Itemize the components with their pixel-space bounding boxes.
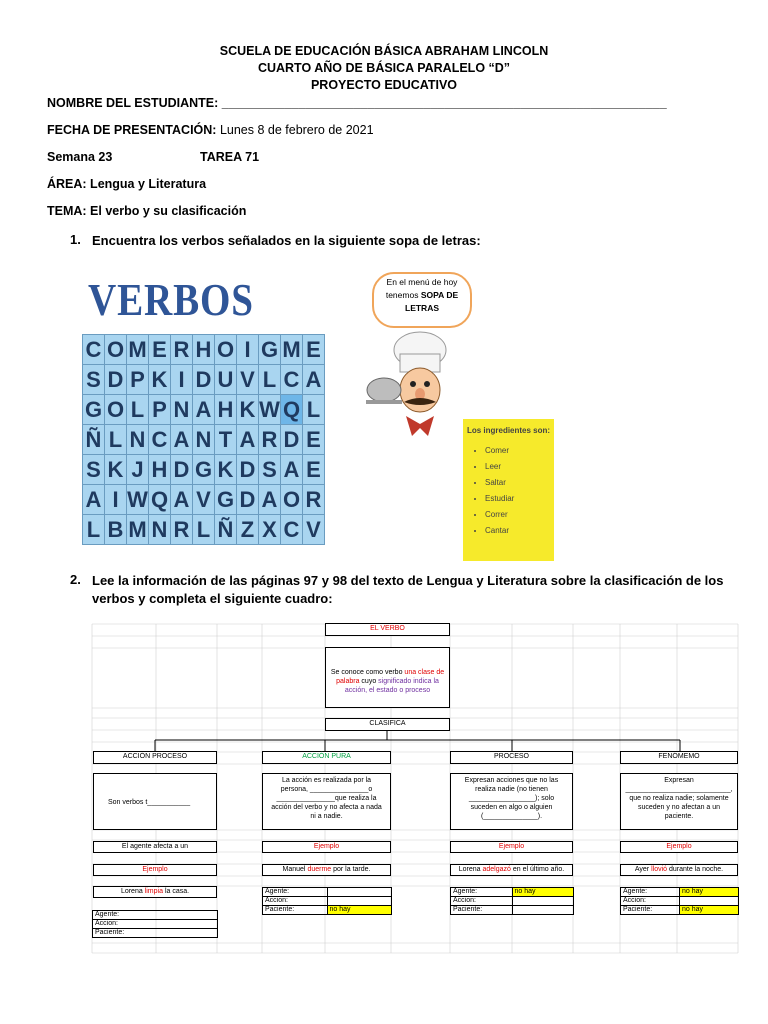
task-label: TAREA 71 (200, 150, 260, 164)
analysis-row (93, 929, 218, 938)
analysis-row (451, 906, 574, 915)
def-text: Se conoce como verbo (330, 669, 403, 676)
example-subject: Lorena (458, 866, 481, 873)
grid-letter: Q (149, 485, 171, 515)
grid-letter: D (193, 365, 215, 395)
grid-letter: O (281, 485, 303, 515)
grid-letter: P (149, 395, 171, 425)
grid-letter: E (149, 335, 171, 365)
question-text: Encuentra los verbos señalados en la siguiente sopa de letras: (92, 233, 481, 248)
category-accion-pura: ACCIÓN PURA (262, 751, 391, 764)
theme-label: TEMA: El verbo y su clasificación (47, 204, 247, 218)
note-accion-proceso: El agente afecta a un (93, 841, 217, 853)
bubble-text: tenemos (385, 290, 419, 300)
example-rest: por la tarde. (333, 866, 371, 873)
grid-letter: S (83, 455, 105, 485)
grid-letter: C (83, 335, 105, 365)
analysis-row (93, 911, 218, 920)
example-verb: limpia (144, 888, 163, 895)
grid-letter: G (215, 485, 237, 515)
grid-letter: N (127, 425, 149, 455)
grid-letter: M (127, 515, 149, 545)
example-fenomeno (620, 864, 738, 876)
student-name-field: NOMBRE DEL ESTUDIANTE: ________________________________________________________________ (47, 96, 667, 110)
grid-letter: N (193, 425, 215, 455)
grid-letter: D (237, 485, 259, 515)
category-accion-proceso: ACCIÓN PROCESO (93, 751, 217, 764)
example-accion-pura (262, 864, 391, 876)
analysis-row (93, 920, 218, 929)
ingredient-item: • Estudiar (485, 491, 554, 507)
ingredients-title: Los ingredientes son: (466, 426, 551, 435)
grid-letter: Ñ (83, 425, 105, 455)
grid-letter: O (215, 335, 237, 365)
analysis-row (263, 888, 392, 897)
grid-letter: N (149, 515, 171, 545)
grid-letter: E (303, 335, 325, 365)
grid-letter: H (193, 335, 215, 365)
analysis-table-fenomeno (620, 887, 739, 915)
def-text: cuyo (361, 678, 377, 685)
ingredient-item: • Leer (485, 459, 554, 475)
analysis-label: Accion: (621, 897, 680, 906)
grid-letter: A (237, 425, 259, 455)
project-title: PROYECTO EDUCATIVO (310, 78, 458, 92)
analysis-label: Agente: (621, 888, 680, 897)
analysis-answer (327, 897, 392, 906)
analysis-label: Paciente: (621, 906, 680, 915)
grid-letter: Ñ (215, 515, 237, 545)
analysis-label: Agente: (451, 888, 513, 897)
grid-letter: M (127, 335, 149, 365)
week-label: Semana 23 (47, 150, 113, 164)
example-subject: Lorena (120, 888, 143, 895)
grid-letter: L (303, 395, 325, 425)
grid-letter: V (303, 515, 325, 545)
description-accion-proceso: Son verbos t___________ (93, 773, 217, 830)
grid-letter: D (105, 365, 127, 395)
grid-letter: D (281, 425, 303, 455)
grid-letter: G (193, 455, 215, 485)
course-name: CUARTO AÑO DE BÁSICA PARALELO “D” (257, 61, 511, 75)
ingredient-item: • Saltar (485, 475, 554, 491)
grid-letter: E (303, 425, 325, 455)
date-value: Lunes 8 de febrero de 2021 (219, 123, 374, 137)
ejemplo-label: Ejemplo (450, 841, 573, 853)
grid-letter: S (259, 455, 281, 485)
analysis-answer (512, 897, 574, 906)
example-proceso (450, 864, 573, 876)
grid-letter: G (83, 395, 105, 425)
grid-letter: R (259, 425, 281, 455)
area-label: ÁREA: Lengua y Literatura (47, 177, 207, 191)
def-meaning-detail: la acción, el estado o proceso (344, 678, 439, 694)
grid-letter: H (215, 395, 237, 425)
ejemplo-label: Ejemplo (262, 841, 391, 853)
grid-letter: V (193, 485, 215, 515)
grid-letter: L (127, 395, 149, 425)
grid-letter: Z (237, 515, 259, 545)
grid-letter: Q (281, 395, 303, 425)
grid-letter: X (259, 515, 281, 545)
clasifica-box: CLASIFICA (325, 718, 450, 731)
ingredient-item: • Cantar (485, 523, 554, 539)
verb-definition (325, 647, 450, 708)
analysis-answer: no hay (680, 906, 739, 915)
grid-letter: V (237, 365, 259, 395)
bubble-bold: SOPA DE LETRAS (405, 290, 459, 313)
grid-letter: C (281, 365, 303, 395)
analysis-row (451, 897, 574, 906)
grid-letter: L (83, 515, 105, 545)
grid-letter: O (105, 395, 127, 425)
description-fenomeno: Expresan ___________________________, que no realiza nadie; solamente suceden y no afectan a un paciente. (620, 773, 738, 830)
grid-letter: I (237, 335, 259, 365)
analysis-table-accion-proceso (92, 910, 218, 938)
grid-letter: D (237, 455, 259, 485)
example-subject: Manuel (282, 866, 306, 873)
grid-letter: L (259, 365, 281, 395)
analysis-label: Agente: (93, 911, 218, 920)
grid-letter: R (171, 335, 193, 365)
grid-letter: L (193, 515, 215, 545)
question-number: 2. (70, 572, 81, 587)
grid-letter: A (281, 455, 303, 485)
analysis-answer: no hay (327, 906, 392, 915)
description-proceso: Expresan acciones que no las realiza nadie (no tienen _________________); solo suceden en algo o alguien (______________). (450, 773, 573, 830)
grid-letter: A (171, 485, 193, 515)
grid-letter: W (127, 485, 149, 515)
example-verb: duerme (307, 866, 332, 873)
question-number: 1. (70, 232, 81, 247)
analysis-answer (327, 888, 392, 897)
analysis-label: Paciente: (263, 906, 328, 915)
grid-letter: N (171, 395, 193, 425)
verbos-title: VERBOS (88, 274, 254, 325)
grid-letter: H (149, 455, 171, 485)
example-verb: adelgazó (482, 866, 511, 873)
grid-letter: W (259, 395, 281, 425)
grid-letter: K (105, 455, 127, 485)
ejemplo-label: Ejemplo (93, 864, 217, 876)
grid-letter: C (281, 515, 303, 545)
grid-letter: D (171, 455, 193, 485)
category-proceso: PROCESO (450, 751, 573, 764)
grid-letter: E (303, 455, 325, 485)
analysis-table-proceso (450, 887, 574, 915)
grid-letter: B (105, 515, 127, 545)
grid-letter: G (259, 335, 281, 365)
category-fenomeno: FENÓMEMO (620, 751, 738, 764)
analysis-answer: no hay (680, 888, 739, 897)
verb-title: EL VERBO (325, 623, 450, 636)
grid-letter: L (105, 425, 127, 455)
example-accion-proceso (93, 886, 217, 898)
analysis-label: Accion: (263, 897, 328, 906)
grid-letter: J (127, 455, 149, 485)
example-rest: durante la noche. (669, 866, 724, 873)
ingredient-item: • Correr (485, 507, 554, 523)
analysis-row (621, 897, 739, 906)
grid-letter: R (171, 515, 193, 545)
grid-letter: T (215, 425, 237, 455)
analysis-table-accion-pura (262, 887, 392, 915)
example-subject: Ayer (634, 866, 650, 873)
grid-letter: U (215, 365, 237, 395)
date-label: FECHA DE PRESENTACIÓN: (47, 123, 217, 137)
def-meaning: significado indica (378, 678, 432, 685)
analysis-label: Accion: (451, 897, 513, 906)
grid-letter: A (259, 485, 281, 515)
grid-letter: S (83, 365, 105, 395)
grid-letter: P (127, 365, 149, 395)
analysis-row (263, 897, 392, 906)
ingredient-item: • Comer (485, 443, 554, 459)
analysis-answer (512, 906, 574, 915)
analysis-row (451, 888, 574, 897)
grid-letter: A (193, 395, 215, 425)
def-highlight: una clase de palabra (336, 669, 445, 685)
grid-letter: O (105, 335, 127, 365)
analysis-label: Agente: (263, 888, 328, 897)
bubble-line-1: En el menú de hoy (386, 277, 458, 287)
grid-letter: I (171, 365, 193, 395)
analysis-answer (680, 897, 739, 906)
grid-letter: K (237, 395, 259, 425)
analysis-row (621, 906, 739, 915)
analysis-label: Accion: (93, 920, 218, 929)
grid-letter: A (83, 485, 105, 515)
grid-letter: M (281, 335, 303, 365)
grid-letter: C (149, 425, 171, 455)
grid-letter: K (215, 455, 237, 485)
grid-letter: R (303, 485, 325, 515)
school-name: SCUELA DE EDUCACIÓN BÁSICA ABRAHAM LINCOLN (219, 44, 549, 58)
analysis-row (263, 906, 392, 915)
ejemplo-label: Ejemplo (620, 841, 738, 853)
description-accion-pura: La acción es realizada por la persona, _______________o _______________que realiza la acción del verbo y no afecta a nada ni a nadie. (262, 773, 391, 830)
grid-letter: I (105, 485, 127, 515)
question-text: Lee la información de las páginas 97 y 98 del texto de Lengua y Literatura sobre la clasificación de los verbos y completa el siguiente cuadro: (92, 573, 724, 606)
analysis-label: Paciente: (451, 906, 513, 915)
example-verb: llovió (651, 866, 668, 873)
example-rest: en el último año. (512, 866, 565, 873)
grid-letter: A (171, 425, 193, 455)
grid-letter: K (149, 365, 171, 395)
analysis-label: Paciente: (93, 929, 218, 938)
analysis-answer: no hay (512, 888, 574, 897)
example-rest: la casa. (164, 888, 190, 895)
analysis-row (621, 888, 739, 897)
grid-letter: A (303, 365, 325, 395)
